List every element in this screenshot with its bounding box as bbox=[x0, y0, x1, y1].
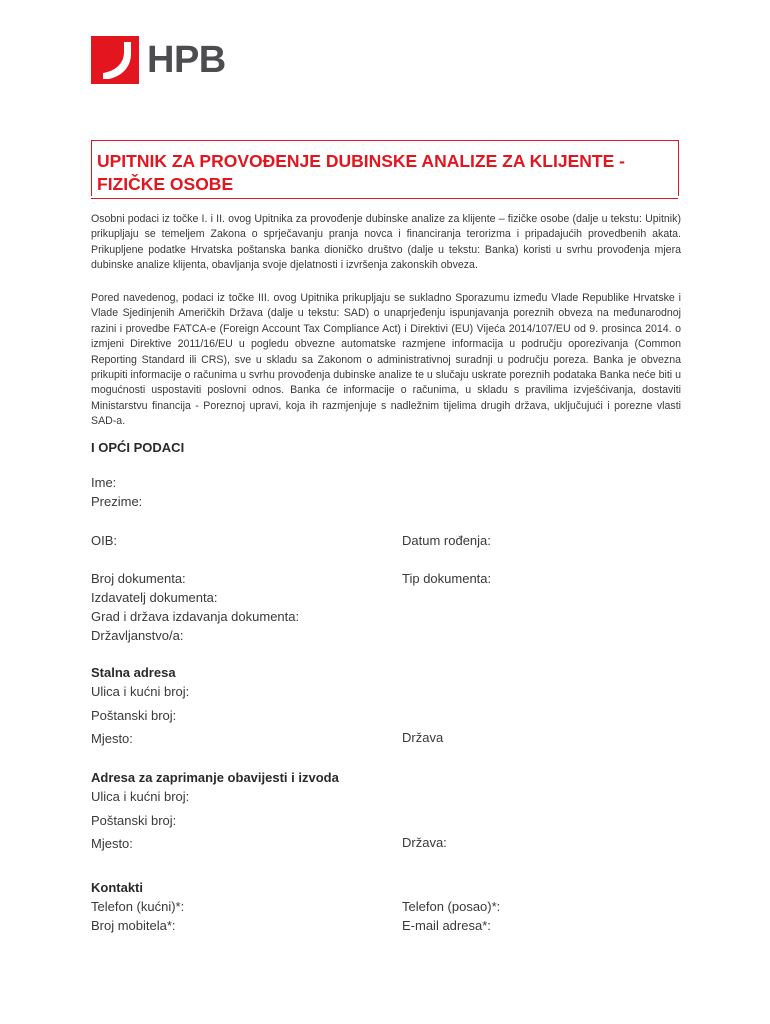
permanent-city-field[interactable]: Mjesto: bbox=[91, 731, 133, 746]
date-of-birth-field[interactable]: Datum rođenja: bbox=[402, 533, 491, 548]
mailing-postal-code-field[interactable]: Poštanski broj: bbox=[91, 813, 177, 828]
document-number-field[interactable]: Broj dokumenta: bbox=[91, 571, 186, 586]
intro-paragraph-1: Osobni podaci iz točke I. i II. ovog Upitnika za provođenje dubinske analize za klijente – fizičke osobe (dalje u tekstu: Upitnik) prikupljaju se temeljem Zakona o sprječavanju pranja novca i financiranja terorizma i pripadajućih provedbenih akata. Prikupljene podatke Hrvatska poštanska banka dioničko društvo (dalje u tekstu: Banka) koristi u svrhu provođenja mjera dubinske analize klijenta, obavljanja svoje djelatnosti i izvršenja zakonskih obveza. bbox=[91, 213, 681, 272]
intro-paragraph-2: Pored navedenog, podaci iz točke III. ovog Upitnika prikupljaju se sukladno Sporazumu između Vlade Republike Hrvatske i Vlade Sjedinjenih Američkih Država (dalje u tekstu: SAD) o unaprjeđenju ispunjavanja poreznih obveza na međunarodnoj razini i provedbe FATCA-e (Foreign Account Tax Compliance Act) i Direktivi (EU) Vijeća 2014/107/EU od 9. prosinca 2014. o izmjeni Direktive 2011/16/EU u pogledu obvezne automatske razmjene informacija u području oporezivanja (Common Reporting Standard ili CRS), sve u skladu sa Zakonom o administrativnoj suradnji u području poreza. Banka je obvezna prikupiti informacije o računima u svrhu provođenja dubinske analize te u slučaju uskrate poreznih podataka Banka neće biti u mogućnosti uspostaviti poslovni odnos. Banka će informacije o računima, u skladu s pravilima izvješćivanja, dostaviti Ministarstvu financija - Poreznoj upravi, koja ih razmjenjuje s nadležnim tijelima drugih država, uključujući i porezne vlasti SAD-a. bbox=[91, 292, 681, 428]
page-title: UPITNIK ZA PROVOĐENJE DUBINSKE ANALIZE ZA KLIJENTE - FIZIČKE OSOBE bbox=[97, 151, 625, 194]
logo-text: HPB bbox=[147, 39, 226, 81]
mobile-phone-field[interactable]: Broj mobitela*: bbox=[91, 918, 176, 933]
oib-field[interactable]: OIB: bbox=[91, 533, 118, 548]
mailing-street-field[interactable]: Ulica i kućni broj: bbox=[91, 789, 190, 804]
email-field[interactable]: E-mail adresa*: bbox=[402, 918, 491, 933]
permanent-street-field[interactable]: Ulica i kućni broj: bbox=[91, 684, 190, 699]
hpb-logo-mark-icon bbox=[91, 36, 139, 84]
mailing-city-field[interactable]: Mjesto: bbox=[91, 836, 133, 851]
contacts-heading: Kontakti bbox=[91, 880, 143, 895]
document-issuer-field[interactable]: Izdavatelj dokumenta: bbox=[91, 590, 218, 605]
permanent-postal-code-field[interactable]: Poštanski broj: bbox=[91, 708, 177, 723]
document-type-field[interactable]: Tip dokumenta: bbox=[402, 571, 492, 586]
issuing-city-country-field[interactable]: Grad i država izdavanja dokumenta: bbox=[91, 609, 300, 624]
work-phone-field[interactable]: Telefon (posao)*: bbox=[402, 899, 501, 914]
first-name-field[interactable]: Ime: bbox=[91, 475, 117, 490]
citizenship-field[interactable]: Državljanstvo/a: bbox=[91, 628, 184, 643]
permanent-address-heading: Stalna adresa bbox=[91, 665, 176, 680]
permanent-country-field[interactable]: Država bbox=[402, 730, 444, 745]
section-heading-general: I OPĆI PODACI bbox=[91, 440, 185, 455]
home-phone-field[interactable]: Telefon (kućni)*: bbox=[91, 899, 185, 914]
last-name-field[interactable]: Prezime: bbox=[91, 494, 143, 509]
mailing-country-field[interactable]: Država: bbox=[402, 835, 447, 850]
mailing-address-heading: Adresa za zaprimanje obavijesti i izvoda bbox=[91, 770, 339, 785]
